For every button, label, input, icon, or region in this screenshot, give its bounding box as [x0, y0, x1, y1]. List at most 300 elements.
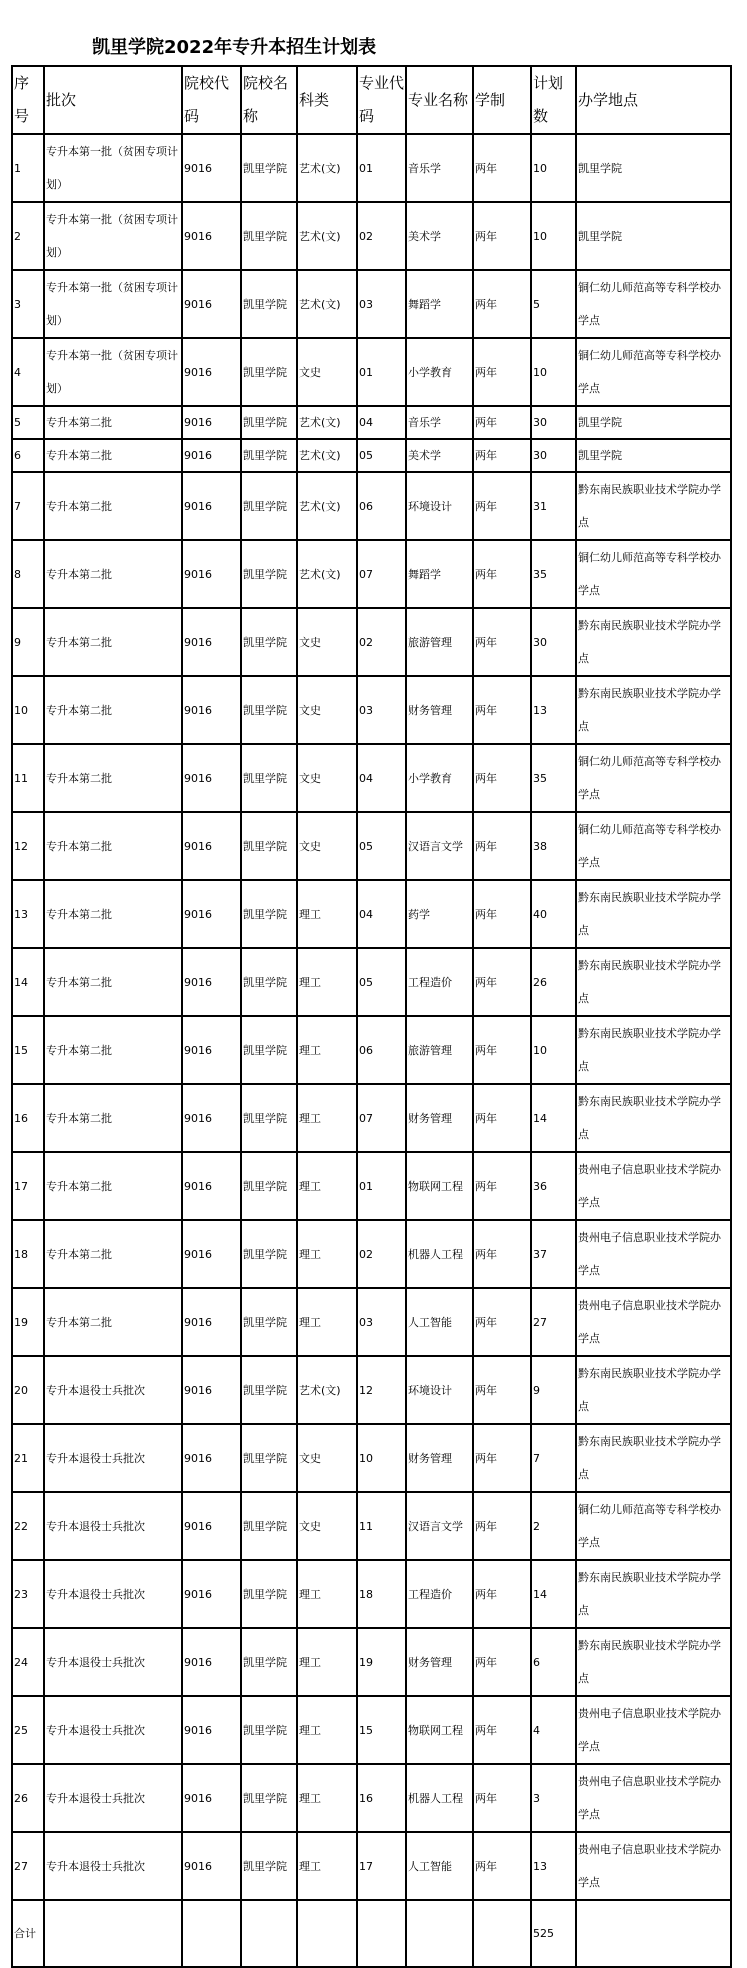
- column-header-school-name: 院校名称: [241, 66, 297, 134]
- page-title: 凯里学院2022年专升本招生计划表: [92, 37, 377, 58]
- category-cell: 理工: [297, 1016, 357, 1084]
- category-cell: 理工: [297, 1696, 357, 1764]
- major-name-cell: 音乐学: [406, 406, 473, 439]
- duration-cell: 两年: [473, 948, 531, 1016]
- plan-count-cell: 38: [531, 812, 576, 880]
- school-code-cell: 9016: [182, 1492, 241, 1560]
- major-code-cell: 19: [357, 1628, 406, 1696]
- header-row: [12, 66, 731, 134]
- category-cell: 文史: [297, 608, 357, 676]
- school-code-cell: 9016: [182, 406, 241, 439]
- total-empty-cell: [473, 1900, 531, 1967]
- duration-cell: 两年: [473, 472, 531, 540]
- seq-cell: 19: [12, 1288, 44, 1356]
- location-cell: 凯里学院: [576, 406, 731, 439]
- major-code-cell: 02: [357, 1220, 406, 1288]
- seq-cell: 10: [12, 676, 44, 744]
- school-code-cell: 9016: [182, 744, 241, 812]
- school-name-cell: 凯里学院: [241, 1220, 297, 1288]
- school-code-cell: 9016: [182, 1016, 241, 1084]
- plan-count-cell: 4: [531, 1696, 576, 1764]
- school-name-cell: 凯里学院: [241, 1084, 297, 1152]
- total-empty-cell: [182, 1900, 241, 1967]
- school-code-cell: 9016: [182, 812, 241, 880]
- table-row: [12, 472, 731, 540]
- category-cell: 理工: [297, 1084, 357, 1152]
- duration-cell: 两年: [473, 1288, 531, 1356]
- location-cell: 黔东南民族职业技术学院办学点: [576, 948, 731, 1016]
- major-name-cell: 财务管理: [406, 1084, 473, 1152]
- location-cell: 黔东南民族职业技术学院办学点: [576, 1424, 731, 1492]
- school-code-cell: 9016: [182, 1356, 241, 1424]
- total-empty-cell: [576, 1900, 731, 1967]
- school-code-cell: 9016: [182, 948, 241, 1016]
- school-name-cell: 凯里学院: [241, 880, 297, 948]
- plan-count-cell: 10: [531, 1016, 576, 1084]
- batch-cell: 专升本第二批: [44, 1220, 182, 1288]
- category-cell: 理工: [297, 1220, 357, 1288]
- plan-count-cell: 14: [531, 1560, 576, 1628]
- category-cell: 理工: [297, 948, 357, 1016]
- major-code-cell: 01: [357, 338, 406, 406]
- duration-cell: 两年: [473, 1628, 531, 1696]
- table-row: [12, 676, 731, 744]
- seq-cell: 11: [12, 744, 44, 812]
- table-body: [12, 134, 731, 1967]
- major-code-cell: 10: [357, 1424, 406, 1492]
- location-cell: 铜仁幼儿师范高等专科学校办学点: [576, 270, 731, 338]
- major-code-cell: 17: [357, 1832, 406, 1900]
- table-row: [12, 406, 731, 439]
- major-name-cell: 财务管理: [406, 1628, 473, 1696]
- category-cell: 艺术(文): [297, 134, 357, 202]
- table-row: [12, 270, 731, 338]
- category-cell: 艺术(文): [297, 1356, 357, 1424]
- plan-count-cell: 10: [531, 338, 576, 406]
- school-code-cell: 9016: [182, 1288, 241, 1356]
- total-empty-cell: [357, 1900, 406, 1967]
- category-cell: 艺术(文): [297, 472, 357, 540]
- major-name-cell: 旅游管理: [406, 1016, 473, 1084]
- table-row: [12, 1560, 731, 1628]
- major-code-cell: 06: [357, 472, 406, 540]
- table-row: [12, 1492, 731, 1560]
- table-row: [12, 1220, 731, 1288]
- column-header-major-code: 专业代码: [357, 66, 406, 134]
- major-code-cell: 05: [357, 812, 406, 880]
- table-row: [12, 608, 731, 676]
- duration-cell: 两年: [473, 608, 531, 676]
- major-name-cell: 财务管理: [406, 676, 473, 744]
- column-header-school-code: 院校代码: [182, 66, 241, 134]
- duration-cell: 两年: [473, 202, 531, 270]
- location-cell: 贵州电子信息职业技术学院办学点: [576, 1288, 731, 1356]
- table-row: [12, 1696, 731, 1764]
- major-name-cell: 汉语言文学: [406, 812, 473, 880]
- school-name-cell: 凯里学院: [241, 676, 297, 744]
- location-cell: 贵州电子信息职业技术学院办学点: [576, 1152, 731, 1220]
- table-row: [12, 1152, 731, 1220]
- category-cell: 文史: [297, 1424, 357, 1492]
- column-header-plan-count: 计划数: [531, 66, 576, 134]
- location-cell: 黔东南民族职业技术学院办学点: [576, 1084, 731, 1152]
- location-cell: 凯里学院: [576, 202, 731, 270]
- seq-cell: 13: [12, 880, 44, 948]
- seq-cell: 4: [12, 338, 44, 406]
- major-code-cell: 04: [357, 744, 406, 812]
- location-cell: 黔东南民族职业技术学院办学点: [576, 472, 731, 540]
- table-row: [12, 948, 731, 1016]
- major-name-cell: 药学: [406, 880, 473, 948]
- school-code-cell: 9016: [182, 608, 241, 676]
- school-name-cell: 凯里学院: [241, 1356, 297, 1424]
- batch-cell: 专升本退役士兵批次: [44, 1628, 182, 1696]
- plan-count-cell: 35: [531, 540, 576, 608]
- location-cell: 铜仁幼儿师范高等专科学校办学点: [576, 338, 731, 406]
- location-cell: 黔东南民族职业技术学院办学点: [576, 1356, 731, 1424]
- location-cell: 铜仁幼儿师范高等专科学校办学点: [576, 812, 731, 880]
- batch-cell: 专升本第二批: [44, 406, 182, 439]
- category-cell: 理工: [297, 1152, 357, 1220]
- total-empty-cell: [297, 1900, 357, 1967]
- duration-cell: 两年: [473, 812, 531, 880]
- major-name-cell: 环境设计: [406, 472, 473, 540]
- major-name-cell: 美术学: [406, 439, 473, 472]
- column-header-major-name: 专业名称: [406, 66, 473, 134]
- school-name-cell: 凯里学院: [241, 608, 297, 676]
- category-cell: 理工: [297, 880, 357, 948]
- table-row: [12, 1356, 731, 1424]
- batch-cell: 专升本第二批: [44, 948, 182, 1016]
- school-code-cell: 9016: [182, 1152, 241, 1220]
- batch-cell: 专升本退役士兵批次: [44, 1356, 182, 1424]
- seq-cell: 2: [12, 202, 44, 270]
- school-code-cell: 9016: [182, 880, 241, 948]
- batch-cell: 专升本第一批（贫困专项计划）: [44, 134, 182, 202]
- location-cell: 铜仁幼儿师范高等专科学校办学点: [576, 1492, 731, 1560]
- category-cell: 文史: [297, 1492, 357, 1560]
- table-row: [12, 1832, 731, 1900]
- category-cell: 文史: [297, 744, 357, 812]
- school-name-cell: 凯里学院: [241, 1424, 297, 1492]
- batch-cell: 专升本退役士兵批次: [44, 1560, 182, 1628]
- batch-cell: 专升本第一批（贫困专项计划）: [44, 270, 182, 338]
- category-cell: 艺术(文): [297, 540, 357, 608]
- table-row: [12, 540, 731, 608]
- school-name-cell: 凯里学院: [241, 948, 297, 1016]
- school-code-cell: 9016: [182, 472, 241, 540]
- major-code-cell: 04: [357, 406, 406, 439]
- duration-cell: 两年: [473, 1152, 531, 1220]
- seq-cell: 7: [12, 472, 44, 540]
- category-cell: 艺术(文): [297, 406, 357, 439]
- school-name-cell: 凯里学院: [241, 472, 297, 540]
- table-row: [12, 744, 731, 812]
- major-name-cell: 工程造价: [406, 1560, 473, 1628]
- location-cell: 凯里学院: [576, 439, 731, 472]
- duration-cell: 两年: [473, 540, 531, 608]
- location-cell: 黔东南民族职业技术学院办学点: [576, 608, 731, 676]
- school-code-cell: 9016: [182, 439, 241, 472]
- major-code-cell: 03: [357, 1288, 406, 1356]
- column-header-duration: 学制: [473, 66, 531, 134]
- major-code-cell: 07: [357, 540, 406, 608]
- seq-cell: 24: [12, 1628, 44, 1696]
- batch-cell: 专升本第二批: [44, 1084, 182, 1152]
- column-header-location: 办学地点: [576, 66, 731, 134]
- batch-cell: 专升本第二批: [44, 608, 182, 676]
- category-cell: 理工: [297, 1288, 357, 1356]
- seq-cell: 8: [12, 540, 44, 608]
- seq-cell: 14: [12, 948, 44, 1016]
- major-code-cell: 07: [357, 1084, 406, 1152]
- school-name-cell: 凯里学院: [241, 540, 297, 608]
- duration-cell: 两年: [473, 1356, 531, 1424]
- duration-cell: 两年: [473, 744, 531, 812]
- seq-cell: 18: [12, 1220, 44, 1288]
- major-name-cell: 舞蹈学: [406, 540, 473, 608]
- category-cell: 理工: [297, 1764, 357, 1832]
- major-name-cell: 小学教育: [406, 744, 473, 812]
- table-row: [12, 1764, 731, 1832]
- location-cell: 贵州电子信息职业技术学院办学点: [576, 1696, 731, 1764]
- batch-cell: 专升本第二批: [44, 1152, 182, 1220]
- school-name-cell: 凯里学院: [241, 1696, 297, 1764]
- school-name-cell: 凯里学院: [241, 439, 297, 472]
- plan-count-cell: 30: [531, 608, 576, 676]
- major-name-cell: 工程造价: [406, 948, 473, 1016]
- plan-count-cell: 30: [531, 439, 576, 472]
- major-name-cell: 机器人工程: [406, 1764, 473, 1832]
- location-cell: 黔东南民族职业技术学院办学点: [576, 676, 731, 744]
- table-row: [12, 1628, 731, 1696]
- batch-cell: 专升本退役士兵批次: [44, 1832, 182, 1900]
- major-code-cell: 18: [357, 1560, 406, 1628]
- duration-cell: 两年: [473, 1832, 531, 1900]
- table-row: [12, 1288, 731, 1356]
- seq-cell: 16: [12, 1084, 44, 1152]
- category-cell: 理工: [297, 1628, 357, 1696]
- batch-cell: 专升本第一批（贫困专项计划）: [44, 202, 182, 270]
- major-code-cell: 01: [357, 1152, 406, 1220]
- major-name-cell: 小学教育: [406, 338, 473, 406]
- seq-cell: 9: [12, 608, 44, 676]
- major-name-cell: 物联网工程: [406, 1696, 473, 1764]
- school-code-cell: 9016: [182, 1424, 241, 1492]
- batch-cell: 专升本第二批: [44, 1016, 182, 1084]
- table-row: [12, 1424, 731, 1492]
- plan-count-cell: 13: [531, 1832, 576, 1900]
- school-name-cell: 凯里学院: [241, 338, 297, 406]
- seq-cell: 1: [12, 134, 44, 202]
- school-code-cell: 9016: [182, 134, 241, 202]
- duration-cell: 两年: [473, 1424, 531, 1492]
- column-header-category: 科类: [297, 66, 357, 134]
- major-name-cell: 物联网工程: [406, 1152, 473, 1220]
- duration-cell: 两年: [473, 1560, 531, 1628]
- duration-cell: 两年: [473, 1696, 531, 1764]
- duration-cell: 两年: [473, 880, 531, 948]
- category-cell: 文史: [297, 812, 357, 880]
- location-cell: 贵州电子信息职业技术学院办学点: [576, 1220, 731, 1288]
- seq-cell: 3: [12, 270, 44, 338]
- major-code-cell: 16: [357, 1764, 406, 1832]
- school-code-cell: 9016: [182, 270, 241, 338]
- duration-cell: 两年: [473, 1764, 531, 1832]
- major-name-cell: 财务管理: [406, 1424, 473, 1492]
- location-cell: 黔东南民族职业技术学院办学点: [576, 1560, 731, 1628]
- table-row: [12, 880, 731, 948]
- total-label: 合计: [12, 1900, 44, 1967]
- school-name-cell: 凯里学院: [241, 1628, 297, 1696]
- batch-cell: 专升本第二批: [44, 812, 182, 880]
- batch-cell: 专升本第一批（贫困专项计划）: [44, 338, 182, 406]
- table-row: [12, 439, 731, 472]
- school-code-cell: 9016: [182, 1628, 241, 1696]
- batch-cell: 专升本退役士兵批次: [44, 1696, 182, 1764]
- table-row: [12, 134, 731, 202]
- duration-cell: 两年: [473, 676, 531, 744]
- column-header-seq: 序号: [12, 66, 44, 134]
- location-cell: 凯里学院: [576, 134, 731, 202]
- enrollment-plan-table: [11, 65, 732, 1968]
- school-code-cell: 9016: [182, 1084, 241, 1152]
- duration-cell: 两年: [473, 1084, 531, 1152]
- batch-cell: 专升本退役士兵批次: [44, 1424, 182, 1492]
- major-name-cell: 舞蹈学: [406, 270, 473, 338]
- major-code-cell: 03: [357, 676, 406, 744]
- seq-cell: 15: [12, 1016, 44, 1084]
- school-code-cell: 9016: [182, 338, 241, 406]
- plan-count-cell: 13: [531, 676, 576, 744]
- major-name-cell: 音乐学: [406, 134, 473, 202]
- batch-cell: 专升本第二批: [44, 472, 182, 540]
- plan-count-cell: 30: [531, 406, 576, 439]
- major-code-cell: 02: [357, 202, 406, 270]
- location-cell: 贵州电子信息职业技术学院办学点: [576, 1764, 731, 1832]
- category-cell: 艺术(文): [297, 439, 357, 472]
- major-name-cell: 汉语言文学: [406, 1492, 473, 1560]
- duration-cell: 两年: [473, 406, 531, 439]
- major-code-cell: 11: [357, 1492, 406, 1560]
- duration-cell: 两年: [473, 1492, 531, 1560]
- seq-cell: 12: [12, 812, 44, 880]
- plan-count-cell: 37: [531, 1220, 576, 1288]
- seq-cell: 27: [12, 1832, 44, 1900]
- major-code-cell: 03: [357, 270, 406, 338]
- batch-cell: 专升本退役士兵批次: [44, 1492, 182, 1560]
- plan-count-cell: 5: [531, 270, 576, 338]
- school-name-cell: 凯里学院: [241, 406, 297, 439]
- location-cell: 贵州电子信息职业技术学院办学点: [576, 1832, 731, 1900]
- category-cell: 理工: [297, 1560, 357, 1628]
- plan-count-cell: 27: [531, 1288, 576, 1356]
- major-name-cell: 旅游管理: [406, 608, 473, 676]
- major-code-cell: 06: [357, 1016, 406, 1084]
- table-row: [12, 202, 731, 270]
- major-name-cell: 机器人工程: [406, 1220, 473, 1288]
- total-row: [12, 1900, 731, 1967]
- major-name-cell: 环境设计: [406, 1356, 473, 1424]
- plan-count-cell: 2: [531, 1492, 576, 1560]
- school-name-cell: 凯里学院: [241, 1832, 297, 1900]
- major-name-cell: 美术学: [406, 202, 473, 270]
- seq-cell: 17: [12, 1152, 44, 1220]
- school-code-cell: 9016: [182, 1560, 241, 1628]
- major-code-cell: 15: [357, 1696, 406, 1764]
- seq-cell: 23: [12, 1560, 44, 1628]
- major-code-cell: 02: [357, 608, 406, 676]
- plan-count-cell: 7: [531, 1424, 576, 1492]
- school-code-cell: 9016: [182, 1832, 241, 1900]
- batch-cell: 专升本第二批: [44, 744, 182, 812]
- school-name-cell: 凯里学院: [241, 1016, 297, 1084]
- category-cell: 艺术(文): [297, 202, 357, 270]
- location-cell: 铜仁幼儿师范高等专科学校办学点: [576, 744, 731, 812]
- school-name-cell: 凯里学院: [241, 744, 297, 812]
- total-plan-count: 525: [531, 1900, 576, 1967]
- plan-count-cell: 10: [531, 134, 576, 202]
- school-name-cell: 凯里学院: [241, 1288, 297, 1356]
- school-name-cell: 凯里学院: [241, 1492, 297, 1560]
- total-empty-cell: [406, 1900, 473, 1967]
- category-cell: 文史: [297, 676, 357, 744]
- duration-cell: 两年: [473, 338, 531, 406]
- plan-count-cell: 35: [531, 744, 576, 812]
- batch-cell: 专升本第二批: [44, 676, 182, 744]
- school-code-cell: 9016: [182, 1764, 241, 1832]
- school-name-cell: 凯里学院: [241, 1560, 297, 1628]
- category-cell: 文史: [297, 338, 357, 406]
- plan-count-cell: 10: [531, 202, 576, 270]
- major-code-cell: 12: [357, 1356, 406, 1424]
- seq-cell: 25: [12, 1696, 44, 1764]
- location-cell: 黔东南民族职业技术学院办学点: [576, 1628, 731, 1696]
- seq-cell: 6: [12, 439, 44, 472]
- column-header-batch: 批次: [44, 66, 182, 134]
- category-cell: 理工: [297, 1832, 357, 1900]
- plan-count-cell: 26: [531, 948, 576, 1016]
- school-name-cell: 凯里学院: [241, 270, 297, 338]
- plan-count-cell: 9: [531, 1356, 576, 1424]
- seq-cell: 20: [12, 1356, 44, 1424]
- major-code-cell: 01: [357, 134, 406, 202]
- duration-cell: 两年: [473, 134, 531, 202]
- school-name-cell: 凯里学院: [241, 1152, 297, 1220]
- school-name-cell: 凯里学院: [241, 202, 297, 270]
- location-cell: 铜仁幼儿师范高等专科学校办学点: [576, 540, 731, 608]
- major-name-cell: 人工智能: [406, 1288, 473, 1356]
- category-cell: 艺术(文): [297, 270, 357, 338]
- table-row: [12, 1084, 731, 1152]
- school-code-cell: 9016: [182, 1220, 241, 1288]
- school-code-cell: 9016: [182, 1696, 241, 1764]
- seq-cell: 22: [12, 1492, 44, 1560]
- batch-cell: 专升本退役士兵批次: [44, 1764, 182, 1832]
- batch-cell: 专升本第二批: [44, 880, 182, 948]
- plan-count-cell: 3: [531, 1764, 576, 1832]
- plan-count-cell: 40: [531, 880, 576, 948]
- batch-cell: 专升本第二批: [44, 540, 182, 608]
- plan-count-cell: 14: [531, 1084, 576, 1152]
- seq-cell: 5: [12, 406, 44, 439]
- major-name-cell: 人工智能: [406, 1832, 473, 1900]
- duration-cell: 两年: [473, 439, 531, 472]
- plan-count-cell: 36: [531, 1152, 576, 1220]
- school-name-cell: 凯里学院: [241, 812, 297, 880]
- duration-cell: 两年: [473, 1220, 531, 1288]
- school-code-cell: 9016: [182, 676, 241, 744]
